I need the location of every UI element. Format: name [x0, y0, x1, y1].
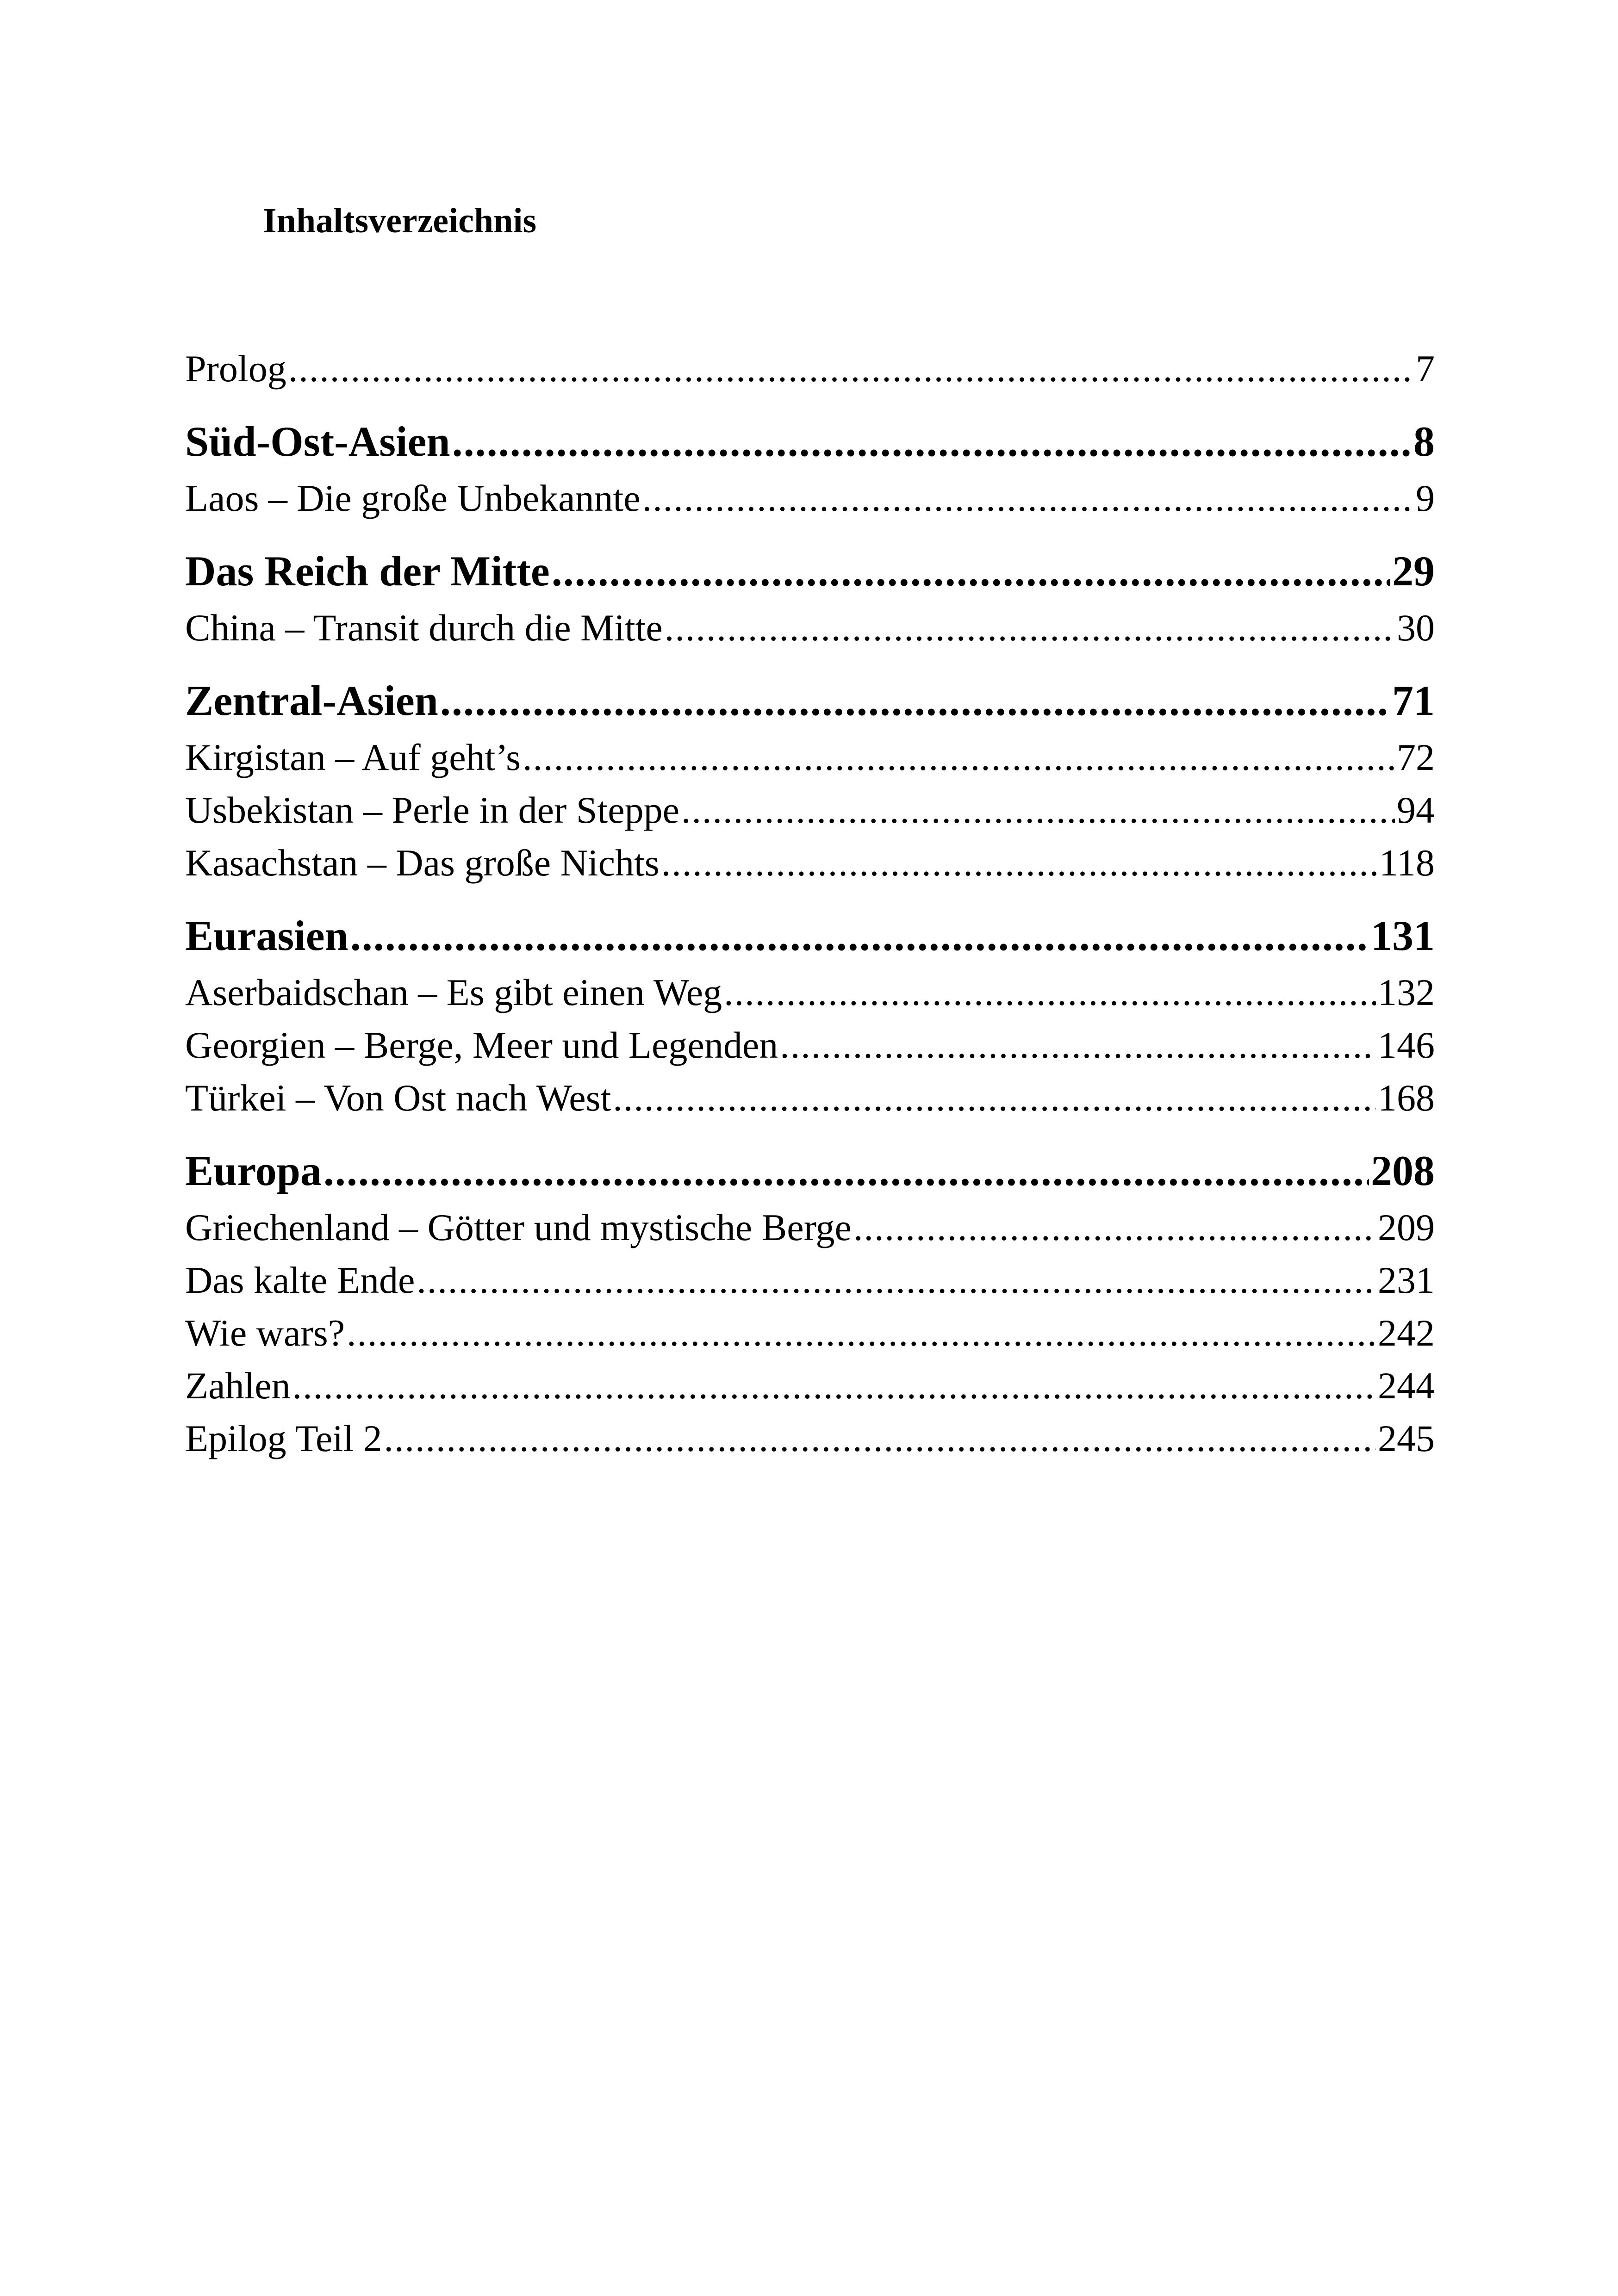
toc-entry-page: 132	[1378, 966, 1435, 1019]
toc-entry-title: Das kalte Ende	[185, 1254, 415, 1307]
dot-leader	[292, 1359, 1376, 1412]
toc-entry[interactable]	[185, 1072, 1435, 1124]
toc-section-page: 8	[1413, 411, 1435, 472]
toc-entry[interactable]	[185, 602, 1435, 654]
toc-section[interactable]	[185, 670, 1435, 731]
toc-entry-page: 242	[1378, 1307, 1435, 1359]
toc-entry[interactable]	[185, 1019, 1435, 1072]
dot-leader	[552, 540, 1390, 602]
toc-entry-title: Prolog	[185, 342, 286, 395]
toc-entry-page: 30	[1397, 602, 1435, 654]
toc-section-page: 131	[1371, 905, 1435, 966]
toc-entry[interactable]	[185, 1201, 1435, 1254]
toc-entry[interactable]	[185, 1359, 1435, 1412]
toc-entry-page: 168	[1378, 1072, 1435, 1124]
dot-leader	[324, 1140, 1369, 1201]
page-title: Inhaltsverzeichnis	[263, 201, 537, 240]
toc-entry[interactable]	[185, 472, 1435, 525]
toc-section[interactable]	[185, 1140, 1435, 1201]
toc-entry-page: 118	[1379, 837, 1435, 889]
toc-entry[interactable]	[185, 342, 1435, 395]
toc-entry-page: 209	[1378, 1201, 1435, 1254]
dot-leader	[665, 602, 1395, 654]
dot-leader	[780, 1019, 1376, 1072]
toc-entry-title: Kirgistan – Auf geht’s	[185, 731, 521, 784]
toc-entry[interactable]	[185, 784, 1435, 837]
toc-entry-page: 72	[1397, 731, 1435, 784]
toc-section-page: 29	[1392, 540, 1435, 602]
toc-entry-title: Aserbaidschan – Es gibt einen Weg	[185, 966, 722, 1019]
toc-section[interactable]	[185, 905, 1435, 966]
toc-entry[interactable]	[185, 1254, 1435, 1307]
dot-leader	[724, 966, 1376, 1019]
dot-leader	[853, 1201, 1376, 1254]
dot-leader	[661, 837, 1377, 889]
toc-section[interactable]	[185, 411, 1435, 472]
toc-entry-page: 245	[1378, 1412, 1435, 1465]
toc-entry[interactable]	[185, 837, 1435, 889]
table-of-contents	[185, 342, 1435, 1465]
toc-entry-title: Zahlen	[185, 1359, 291, 1412]
toc-entry[interactable]	[185, 966, 1435, 1019]
dot-leader	[417, 1254, 1376, 1307]
dot-leader	[613, 1072, 1376, 1124]
toc-entry-page: 244	[1378, 1359, 1435, 1412]
toc-entry[interactable]	[185, 731, 1435, 784]
dot-leader	[642, 472, 1414, 525]
dot-leader	[350, 905, 1369, 966]
toc-entry-page: 146	[1378, 1019, 1435, 1072]
toc-section-title: Zentral-Asien	[185, 670, 438, 731]
toc-section-title: Das Reich der Mitte	[185, 540, 550, 602]
dot-leader	[440, 670, 1390, 731]
toc-entry-page: 94	[1397, 784, 1435, 837]
dot-leader	[384, 1412, 1376, 1465]
dot-leader	[347, 1307, 1376, 1359]
toc-entry-page: 231	[1378, 1254, 1435, 1307]
dot-leader	[288, 342, 1414, 395]
toc-entry[interactable]	[185, 1412, 1435, 1465]
toc-section-page: 71	[1392, 670, 1435, 731]
toc-entry-title: Griechenland – Götter und mystische Berge	[185, 1201, 852, 1254]
toc-section-title: Süd-Ost-Asien	[185, 411, 450, 472]
toc-section-title: Europa	[185, 1140, 322, 1201]
toc-entry-title: Wie wars?	[185, 1307, 345, 1359]
dot-leader	[681, 784, 1395, 837]
toc-entry-title: Epilog Teil 2	[185, 1412, 382, 1465]
toc-entry-title: Türkei – Von Ost nach West	[185, 1072, 611, 1124]
toc-entry[interactable]	[185, 1307, 1435, 1359]
toc-entry-title: Kasachstan – Das große Nichts	[185, 837, 660, 889]
toc-entry-page: 9	[1416, 472, 1435, 525]
toc-entry-title: Laos – Die große Unbekannte	[185, 472, 641, 525]
toc-entry-title: China – Transit durch die Mitte	[185, 602, 663, 654]
dot-leader	[523, 731, 1395, 784]
toc-section[interactable]	[185, 540, 1435, 602]
toc-entry-title: Usbekistan – Perle in der Steppe	[185, 784, 679, 837]
dot-leader	[452, 411, 1412, 472]
toc-entry-title: Georgien – Berge, Meer und Legenden	[185, 1019, 778, 1072]
toc-section-page: 208	[1371, 1140, 1435, 1201]
toc-entry-page: 7	[1416, 342, 1435, 395]
toc-section-title: Eurasien	[185, 905, 348, 966]
